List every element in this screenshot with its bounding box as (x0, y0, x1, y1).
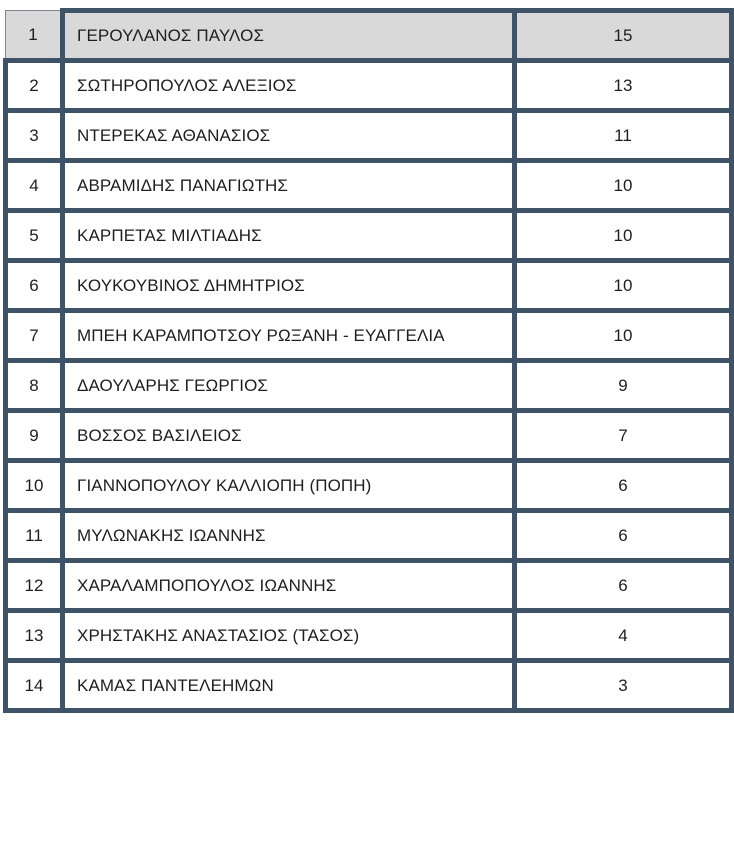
candidate-name-cell: ΚΑΜΑΣ ΠΑΝΤΕΛΕΗΜΩΝ (63, 661, 515, 711)
votes-cell: 6 (515, 461, 732, 511)
candidate-name-cell: ΣΩΤΗΡΟΠΟΥΛΟΣ ΑΛΕΞΙΟΣ (63, 61, 515, 111)
table-row (6, 561, 732, 611)
table-row (6, 161, 732, 211)
rank-cell: 13 (6, 611, 63, 661)
votes-cell: 10 (515, 211, 732, 261)
votes-cell: 6 (515, 511, 732, 561)
rank-cell: 3 (6, 111, 63, 161)
rank-cell: 11 (6, 511, 63, 561)
table-row (6, 511, 732, 561)
results-table (3, 8, 734, 713)
votes-cell: 3 (515, 661, 732, 711)
rank-cell: 9 (6, 411, 63, 461)
votes-cell: 15 (515, 11, 732, 61)
candidate-name-cell: ΚΟΥΚΟΥΒΙΝΟΣ ΔΗΜΗΤΡΙΟΣ (63, 261, 515, 311)
votes-cell: 11 (515, 111, 732, 161)
table-row (6, 611, 732, 661)
candidate-name-cell: ΔΑΟΥΛΑΡΗΣ ΓΕΩΡΓΙΟΣ (63, 361, 515, 411)
results-table-body (6, 11, 732, 711)
votes-cell: 9 (515, 361, 732, 411)
candidate-name-cell: ΓΕΡΟΥΛΑΝΟΣ ΠΑΥΛΟΣ (63, 11, 515, 61)
table-row (6, 61, 732, 111)
table-row (6, 11, 732, 61)
votes-cell: 6 (515, 561, 732, 611)
rank-cell: 1 (6, 11, 63, 61)
table-row (6, 311, 732, 361)
rank-cell: 10 (6, 461, 63, 511)
table-row (6, 461, 732, 511)
votes-cell: 7 (515, 411, 732, 461)
votes-cell: 4 (515, 611, 732, 661)
candidate-name-cell: ΓΙΑΝΝΟΠΟΥΛΟΥ ΚΑΛΛΙΟΠΗ (ΠΟΠΗ) (63, 461, 515, 511)
candidate-name-cell: ΧΑΡΑΛΑΜΠΟΠΟΥΛΟΣ ΙΩΑΝΝΗΣ (63, 561, 515, 611)
table-row (6, 261, 732, 311)
table-row (6, 111, 732, 161)
table-row (6, 361, 732, 411)
votes-cell: 10 (515, 261, 732, 311)
candidate-name-cell: ΚΑΡΠΕΤΑΣ ΜΙΛΤΙΑΔΗΣ (63, 211, 515, 261)
rank-cell: 8 (6, 361, 63, 411)
candidate-name-cell: ΧΡΗΣΤΑΚΗΣ ΑΝΑΣΤΑΣΙΟΣ (ΤΑΣΟΣ) (63, 611, 515, 661)
rank-cell: 4 (6, 161, 63, 211)
rank-cell: 12 (6, 561, 63, 611)
rank-cell: 6 (6, 261, 63, 311)
votes-cell: 10 (515, 311, 732, 361)
table-row (6, 211, 732, 261)
candidate-name-cell: ΜΥΛΩΝΑΚΗΣ ΙΩΑΝΝΗΣ (63, 511, 515, 561)
rank-cell: 2 (6, 61, 63, 111)
votes-cell: 13 (515, 61, 732, 111)
rank-cell: 7 (6, 311, 63, 361)
table-row (6, 411, 732, 461)
candidate-name-cell: ΜΠΕΗ ΚΑΡΑΜΠΟΤΣΟΥ ΡΩΞΑΝΗ - ΕΥΑΓΓΕΛΙΑ (63, 311, 515, 361)
rank-cell: 5 (6, 211, 63, 261)
candidate-name-cell: ΒΟΣΣΟΣ ΒΑΣΙΛΕΙΟΣ (63, 411, 515, 461)
rank-cell: 14 (6, 661, 63, 711)
results-table-container (3, 8, 729, 713)
candidate-name-cell: ΑΒΡΑΜΙΔΗΣ ΠΑΝΑΓΙΩΤΗΣ (63, 161, 515, 211)
candidate-name-cell: ΝΤΕΡΕΚΑΣ ΑΘΑΝΑΣΙΟΣ (63, 111, 515, 161)
votes-cell: 10 (515, 161, 732, 211)
table-row (6, 661, 732, 711)
